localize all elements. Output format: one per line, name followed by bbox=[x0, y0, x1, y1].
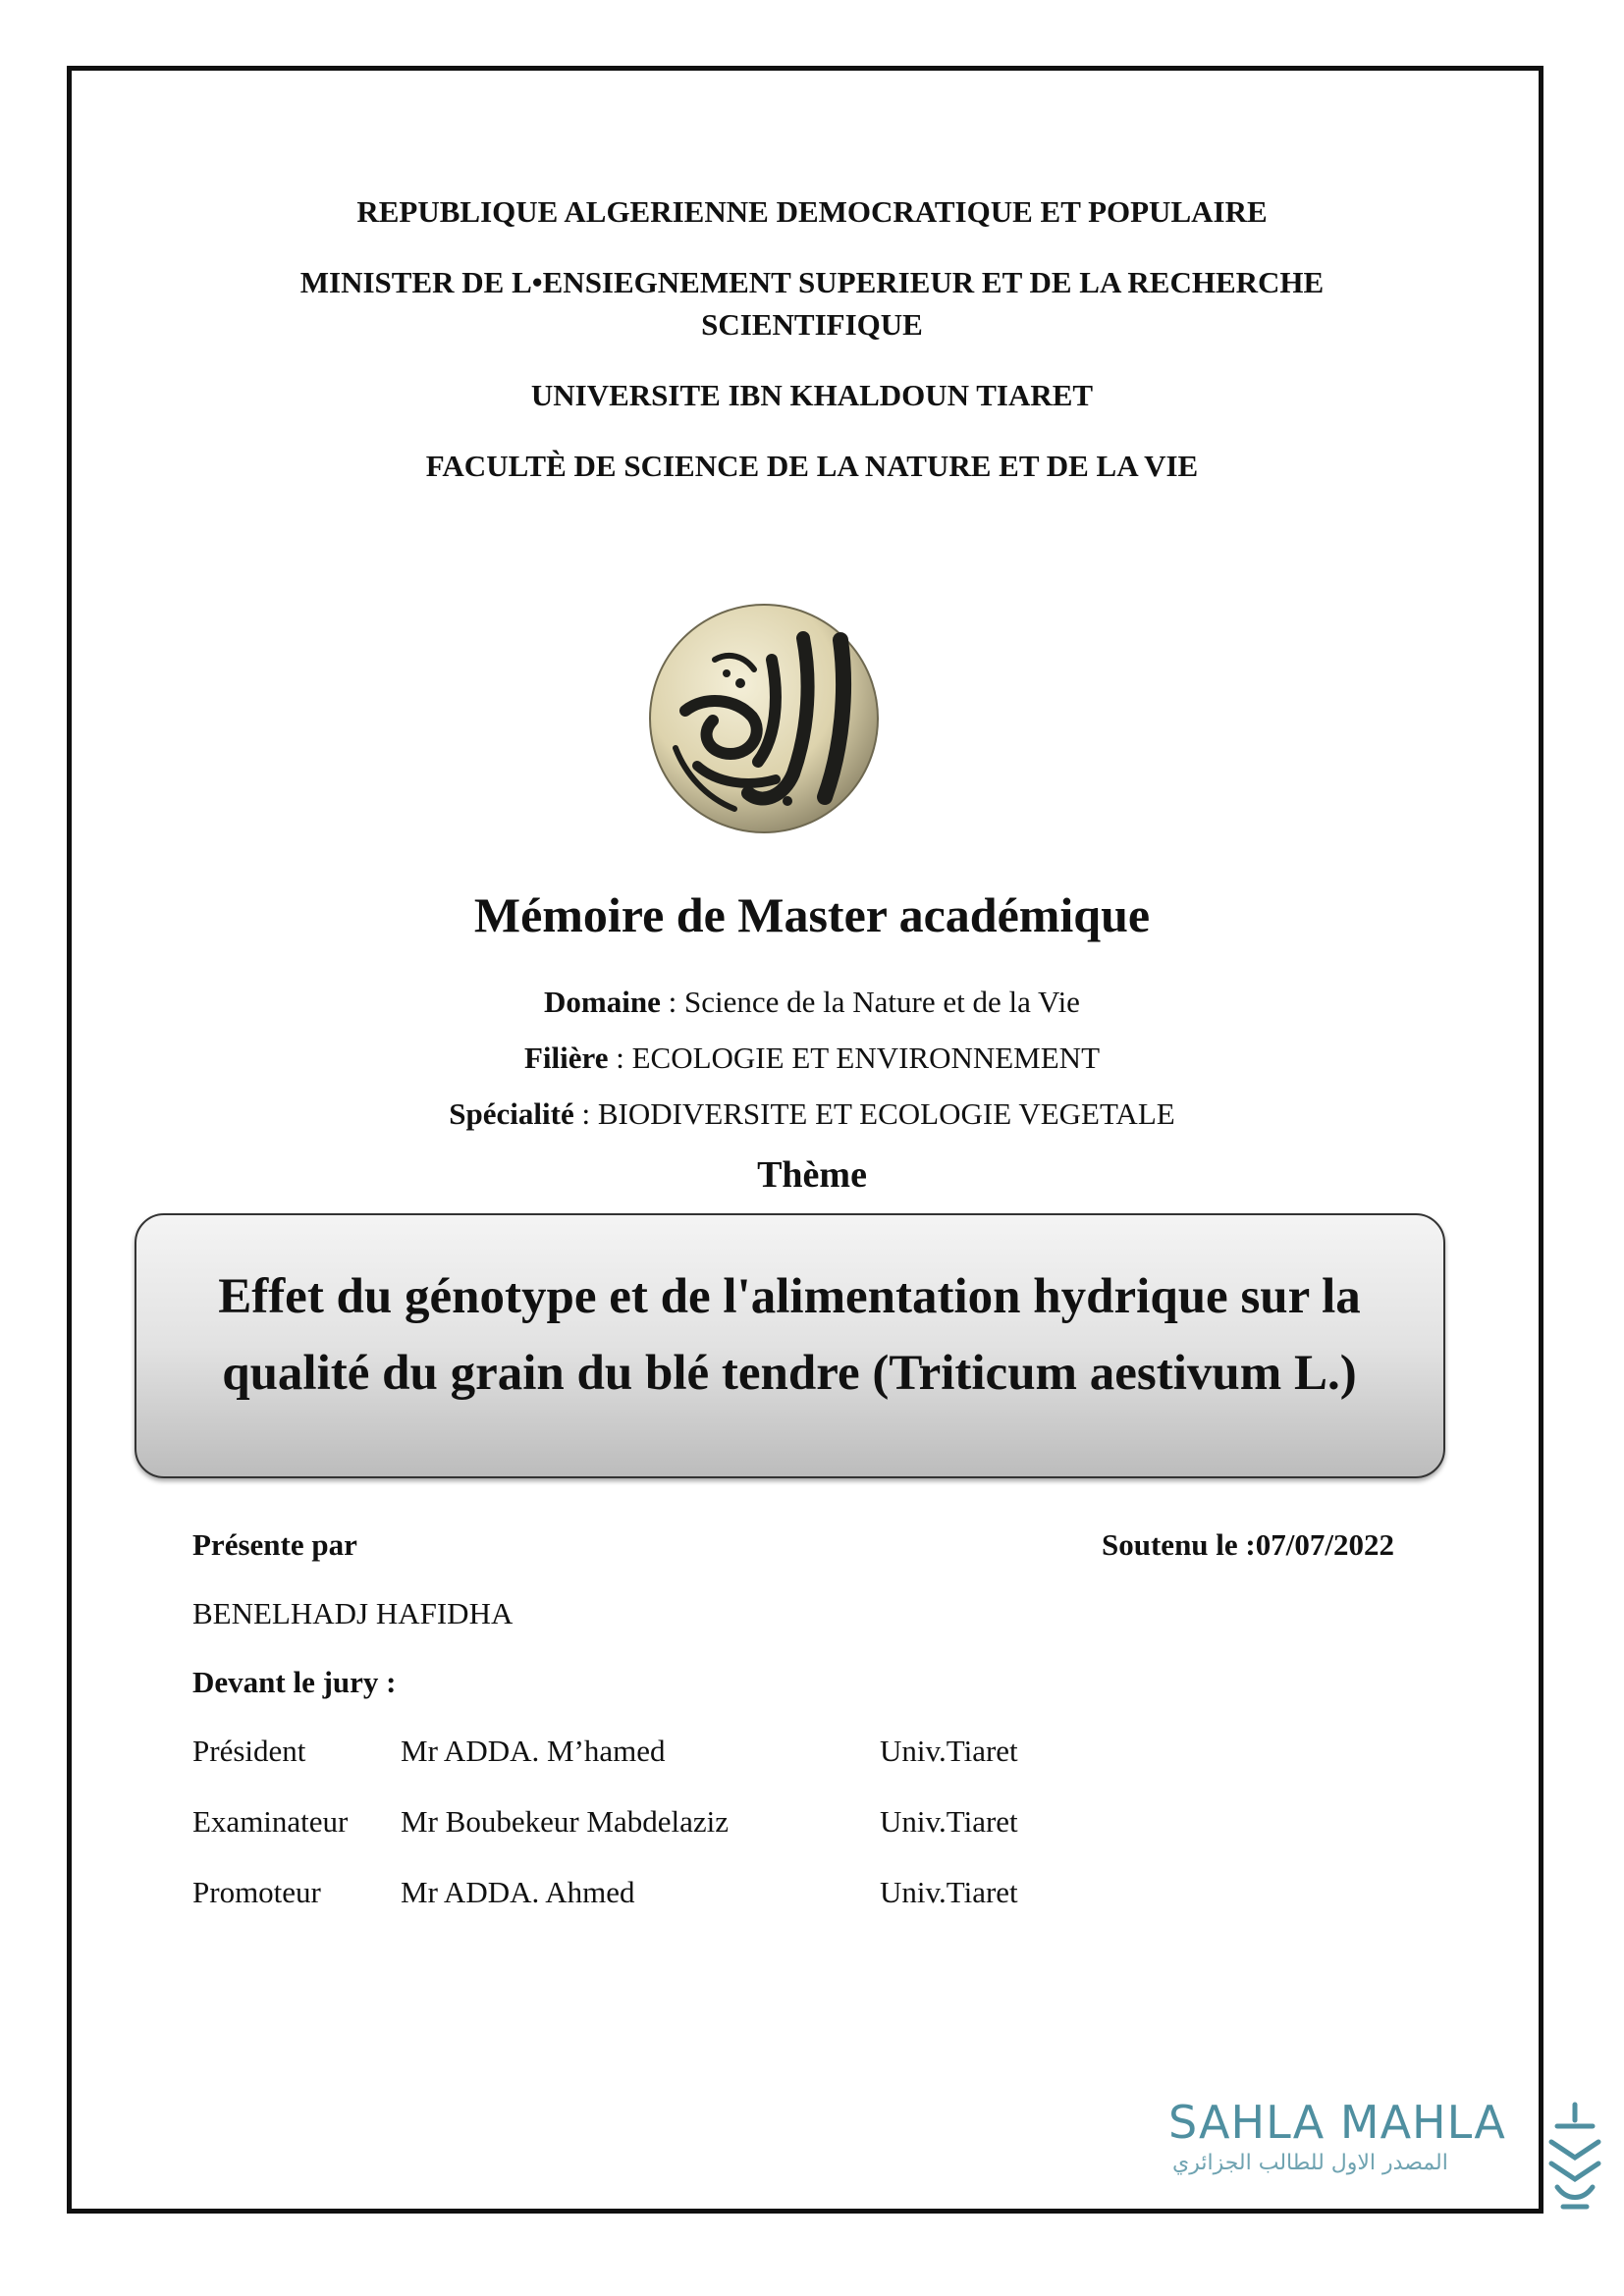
jury-name: Mr ADDA. Ahmed bbox=[401, 1875, 635, 1909]
defense-label: Soutenu le : bbox=[1102, 1527, 1256, 1562]
header-ministry-cont: SCIENTIFIQUE bbox=[701, 307, 923, 342]
jury-affiliation: Univ.Tiaret bbox=[880, 1734, 1018, 1768]
theme-title-line1: Effet du génotype et de l'alimentation hydrique sur la bbox=[218, 1269, 1361, 1324]
domaine-label: Domaine bbox=[544, 985, 661, 1019]
jury-role: Promoteur bbox=[192, 1875, 321, 1909]
header-ministry: MINISTER DE L•ENSIEGNEMENT SUPERIEUR ET DE LA RECHERCHE bbox=[299, 265, 1325, 299]
memoire-title: Mémoire de Master académique bbox=[473, 887, 1151, 942]
student-name: BENELHADJ HAFIDHA bbox=[192, 1596, 514, 1630]
header-republic: REPUBLIQUE ALGERIENNE DEMOCRATIQUE ET POPULAIRE bbox=[356, 194, 1268, 229]
theme-box bbox=[135, 1213, 1445, 1478]
theme-label: Thème bbox=[757, 1154, 867, 1196]
domaine-value: : Science de la Nature et de la Vie bbox=[660, 985, 1080, 1019]
specialite-label: Spécialité bbox=[449, 1096, 574, 1131]
jury-name: Mr ADDA. M’hamed bbox=[401, 1734, 666, 1768]
meta-filiere bbox=[0, 1041, 1624, 1076]
watermark-brand: SAHLA MAHLA bbox=[1168, 2096, 1506, 2149]
watermark-logo-icon bbox=[1543, 2099, 1606, 2216]
jury-affiliation: Univ.Tiaret bbox=[880, 1804, 1018, 1839]
header-faculty: FACULTÈ DE SCIENCE DE LA NATURE ET DE LA VIE bbox=[425, 449, 1199, 483]
presented-by-label: Présente par bbox=[192, 1527, 357, 1562]
meta-domaine bbox=[0, 985, 1624, 1020]
meta-specialite bbox=[0, 1096, 1624, 1132]
jury-affiliation: Univ.Tiaret bbox=[880, 1875, 1018, 1909]
defense-date-value: 07/07/2022 bbox=[1255, 1527, 1394, 1562]
university-seal-icon bbox=[646, 601, 882, 836]
jury-name: Mr Boubekeur Mabdelaziz bbox=[401, 1804, 729, 1839]
header-university: UNIVERSITE IBN KHALDOUN TIARET bbox=[530, 378, 1094, 412]
watermark-tagline: المصدر الاول للطالب الجزائري bbox=[1172, 2151, 1448, 2175]
filiere-value: : ECOLOGIE ET ENVIRONNEMENT bbox=[608, 1041, 1101, 1075]
filiere-label: Filière bbox=[523, 1041, 609, 1075]
jury-label: Devant le jury : bbox=[192, 1665, 397, 1699]
specialite-value: : BIODIVERSITE ET ECOLOGIE VEGETALE bbox=[573, 1096, 1175, 1131]
theme-title bbox=[176, 1258, 1403, 1412]
jury-role: Examinateur bbox=[192, 1804, 349, 1839]
jury-role: Président bbox=[192, 1734, 306, 1768]
defense-date bbox=[1102, 1527, 1394, 1563]
theme-title-line2: qualité du grain du blé tendre (Triticum aestivum L.) bbox=[222, 1346, 1357, 1401]
